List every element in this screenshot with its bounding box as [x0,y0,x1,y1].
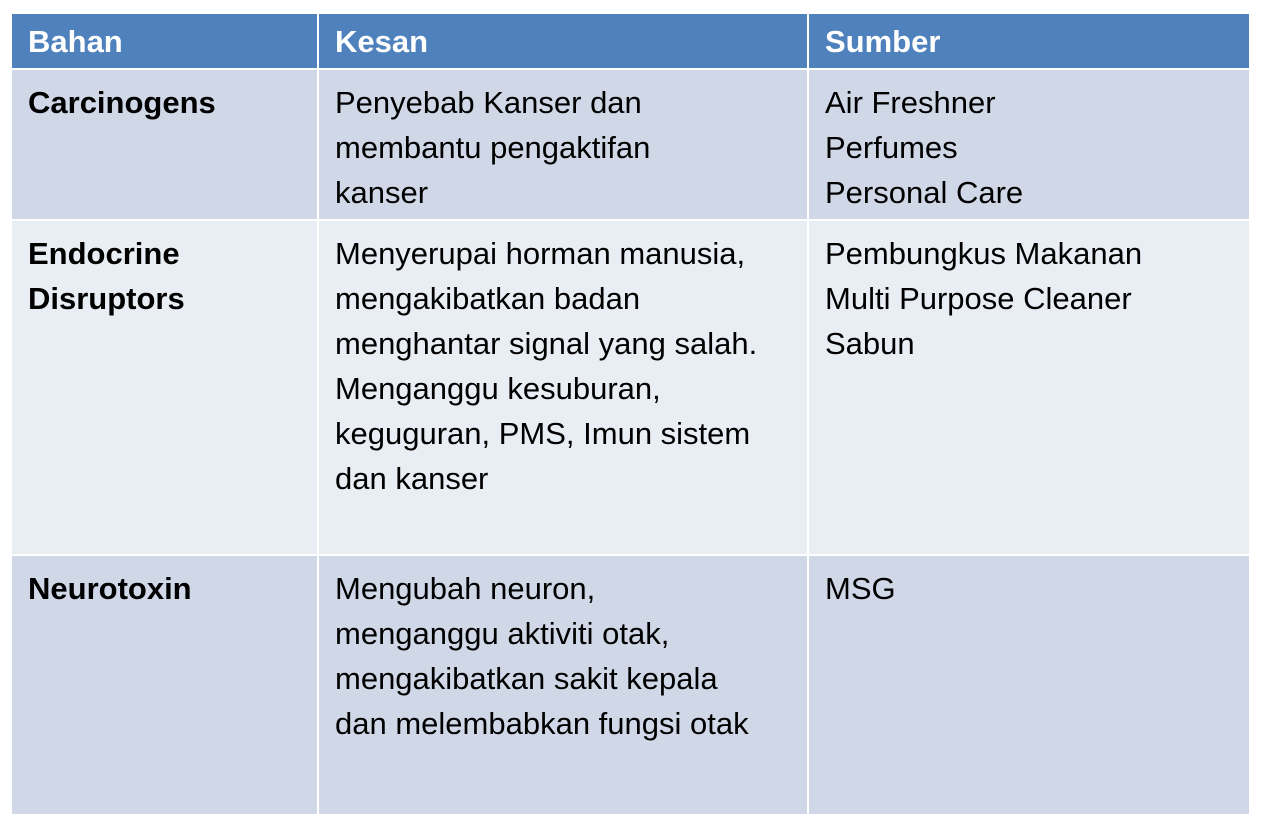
header-kesan: Kesan [319,14,809,70]
row-2-kesan: Menyerupai horman manusia, mengakibatkan badan menghantar signal yang salah. Menganggu kesuburan, keguguran, PMS, Imun sistem dan kanser [319,221,809,556]
row-2-bahan: Endocrine Disruptors [12,221,319,556]
row-3-sumber: MSG [809,556,1249,814]
row-1-bahan: Carcinogens [12,70,319,221]
row-1-kesan: Penyebab Kanser dan membantu pengaktifan kanser [319,70,809,221]
data-table [12,14,1249,814]
row-3-kesan: Mengubah neuron, menganggu aktiviti otak, mengakibatkan sakit kepala dan melembabkan fungsi otak [319,556,809,814]
header-sumber: Sumber [809,14,1249,70]
row-2-sumber: Pembungkus Makanan Multi Purpose Cleaner Sabun [809,221,1249,556]
header-bahan: Bahan [12,14,319,70]
row-1-sumber: Air Freshner Perfumes Personal Care [809,70,1249,221]
row-3-bahan: Neurotoxin [12,556,319,814]
